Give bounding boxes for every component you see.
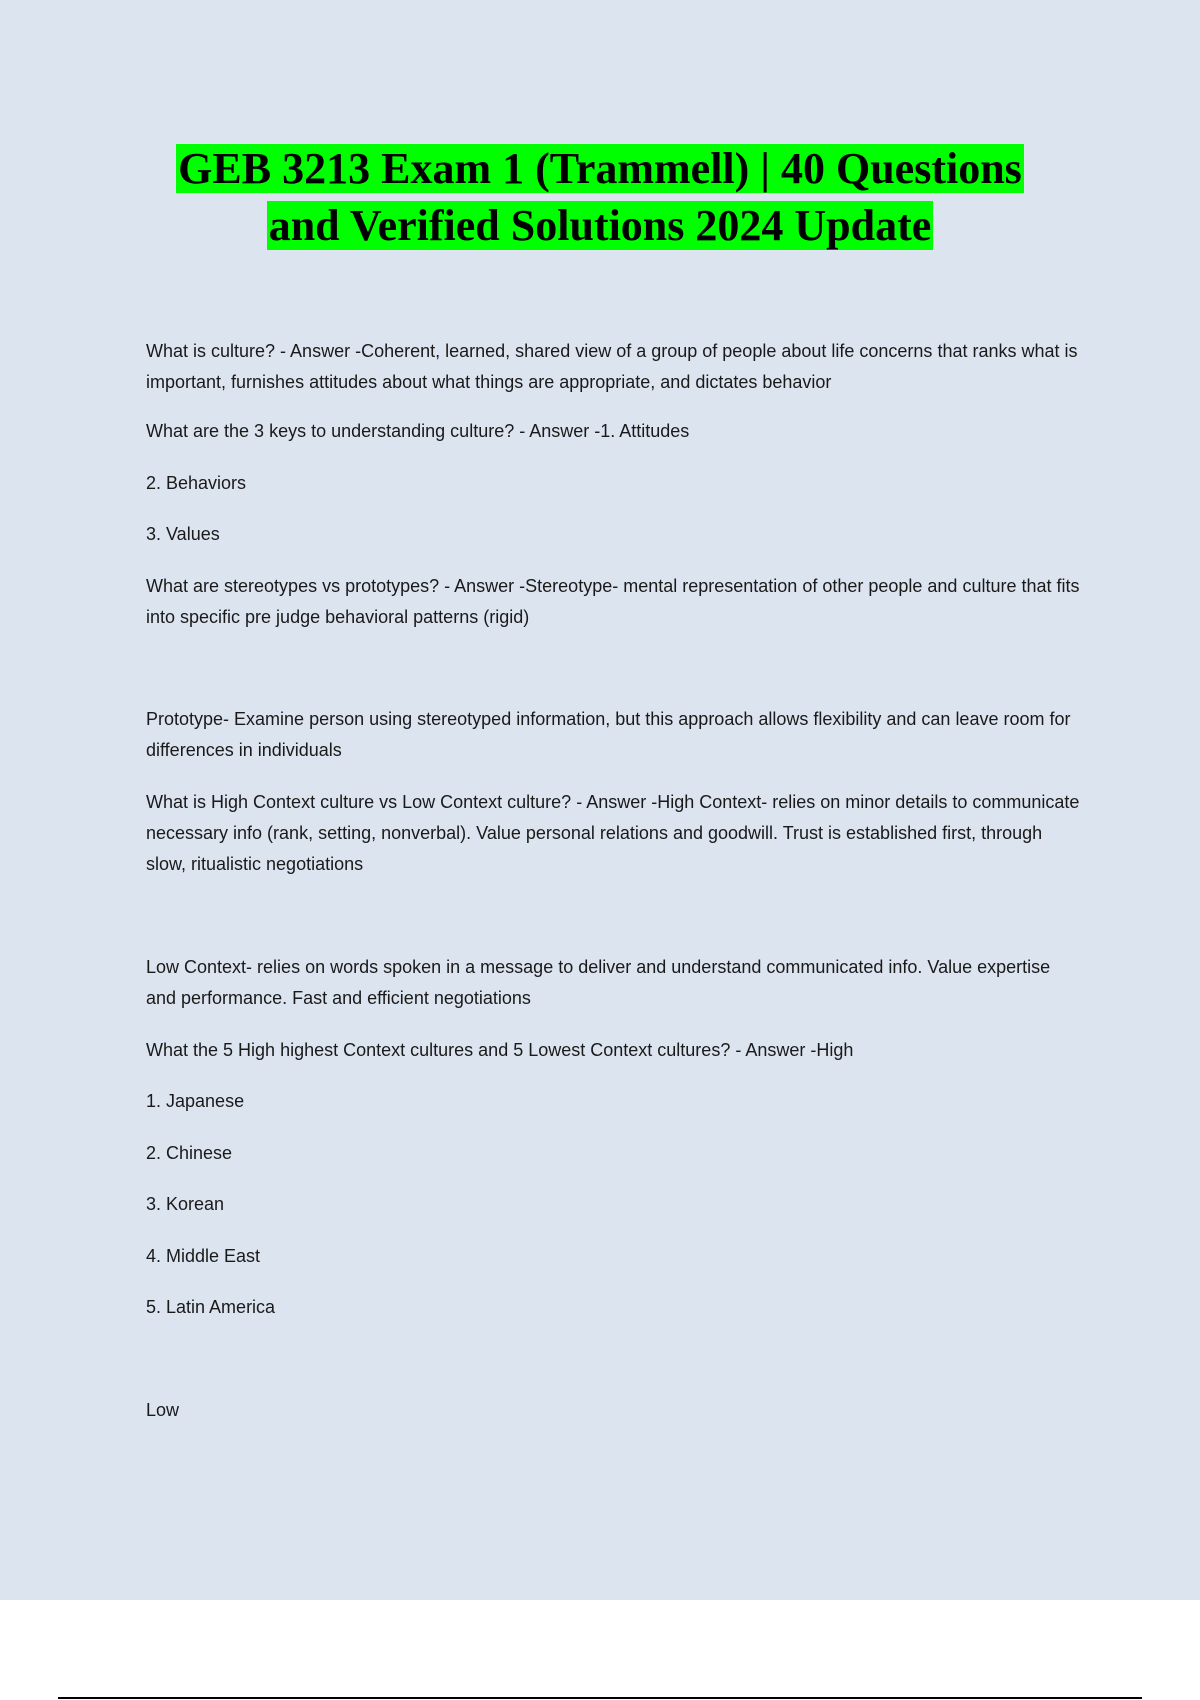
footer-divider <box>58 1697 1142 1699</box>
list-item: 4. Middle East <box>146 1246 261 1266</box>
title-line-2: and Verified Solutions 2024 Update <box>268 201 932 250</box>
paragraph-culture-definition: What is culture? - Answer -Coherent, learned, shared view of a group of people about life concerns that ranks what is important, furnishes attitudes about what things are appropriate, and dictates behavior <box>146 341 1078 392</box>
list-item: 3. Korean <box>146 1194 225 1214</box>
paragraph-context-cultures: What the 5 High highest Context cultures and 5 Lowest Context cultures? - Answer -High <box>146 1040 854 1060</box>
paragraph-three-keys: What are the 3 keys to understanding culture? - Answer -1. Attitudes <box>146 421 690 441</box>
paragraph-high-context: What is High Context culture vs Low Context culture? - Answer -High Context- relies on minor details to communicate necessary info (rank, setting, nonverbal). Value personal relations and goodwill. Trust is established first, through slow, ritualistic negotiations <box>146 792 1080 874</box>
document-title <box>0 140 1200 254</box>
paragraph-prototype: Prototype- Examine person using stereotyped information, but this approach allows flexibility and can leave room for differences in individuals <box>146 709 1071 760</box>
paragraph-low-heading: Low <box>146 1400 180 1420</box>
list-item: 3. Values <box>146 524 220 544</box>
list-item: 5. Latin America <box>146 1297 276 1317</box>
list-item: 2. Behaviors <box>146 473 247 493</box>
title-line-1: GEB 3213 Exam 1 (Trammell) | 40 Questions <box>178 144 1022 193</box>
paragraph-low-context: Low Context- relies on words spoken in a message to deliver and understand communicated info. Value expertise and performance. Fast and efficient negotiations <box>146 957 1051 1008</box>
list-item: 1. Japanese <box>146 1091 245 1111</box>
paragraph-stereotypes: What are stereotypes vs prototypes? - Answer -Stereotype- mental representation of other people and culture that fits into specific pre judge behavioral patterns (rigid) <box>146 576 1080 627</box>
list-item: 2. Chinese <box>146 1143 233 1163</box>
